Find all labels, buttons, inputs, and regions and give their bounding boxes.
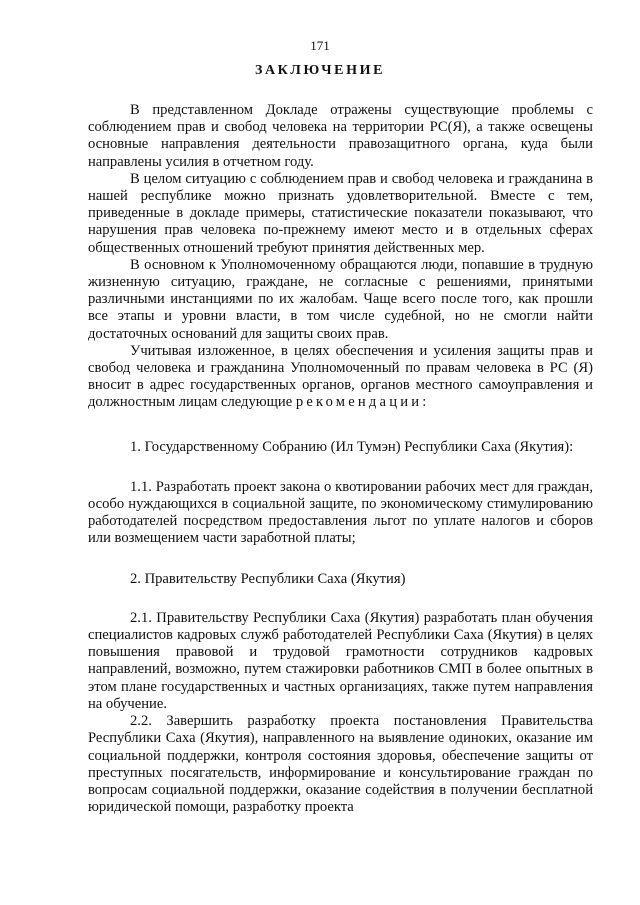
spacer (88, 456, 593, 479)
paragraph-recommendations-intro (88, 343, 593, 412)
paragraph-situation: В целом ситуацию с соблюдением прав и свобод человека и гражданина в нашей республике можно признать удовлетворительной. Вместе с тем, приведенные в докладе примеры, статистические показатели показывают, что нарушения прав человека по-прежнему имеют место и в отдельных сферах общественных отношений требуют принятия действенных мер. (88, 170, 593, 256)
item-2-1: 2.1. Правительству Республики Саха (Якутия) разработать план обучения специалистов кадровых служб работодателей Республики Саха (Якутия) в целях повышения правовой и трудовой грамотности сотрудников кадровых направлений, возможно, путем стажировки работников СМП в более опытных в этом плане государственных и частных организациях, также путем направления на обучение. (88, 609, 593, 712)
section-heading: ЗАКЛЮЧЕНИЕ (254, 63, 386, 78)
spacer (88, 412, 593, 439)
recommendations-intro-text: Учитывая изложенное, в целях обеспечения и усиления защиты прав и свобод человека и гражданина Уполномоченный по правам человека в РС (Я) вносит в адрес государственных органов, органов местного самоуправления и должностным лицам следующие (88, 342, 593, 411)
paragraph-intro: В представленном Докладе отражены существующие проблемы с соблюдением прав и свобод человека на территории РС(Я), а также освещены основные направления деятельности правозащитного органа, куда были направлены усилия в отчетном году. (88, 102, 593, 170)
section-1-title: 1. Государственному Собранию (Ил Тумэн) Республики Саха (Якутия): (130, 438, 574, 455)
document-body (88, 102, 593, 816)
section-2-title: 2. Правительству Республики Саха (Якутия) (130, 570, 406, 587)
paragraph-appeals: В основном к Уполномоченному обращаются люди, попавшие в трудную жизненную ситуацию, граждане, не согласные с решениями, принятыми различными инстанциями по их жалобам. Чаще всего после того, как прошли все этапы и уровни власти, в том числе судебной, но не смогли найти достаточных оснований для защиты своих прав. (88, 256, 593, 342)
spacer (88, 588, 593, 610)
recommendations-word: рекомендации: (295, 394, 430, 411)
item-2-2: 2.2. Завершить разработку проекта постановления Правительства Республики Саха (Якутия), направленного на выявление одиноких, оказание им социальной поддержки, контроля состояния здоровья, обеспечение защиты от преступных посягательств, информирование и консультирование граждан по вопросам социальной поддержки, оказание содействия в получении бесплатной юридической помощи, разработку проекта (88, 713, 593, 816)
spacer (88, 548, 593, 571)
item-1-1: 1.1. Разработать проект закона о квотировании рабочих мест для граждан, особо нуждающихся в социальной защите, по экономическому стимулированию работодателей посредством предоставления льгот по уплате налогов и сборов или возмещением части заработной платы; (88, 478, 593, 547)
page-number: 171 (310, 38, 330, 53)
